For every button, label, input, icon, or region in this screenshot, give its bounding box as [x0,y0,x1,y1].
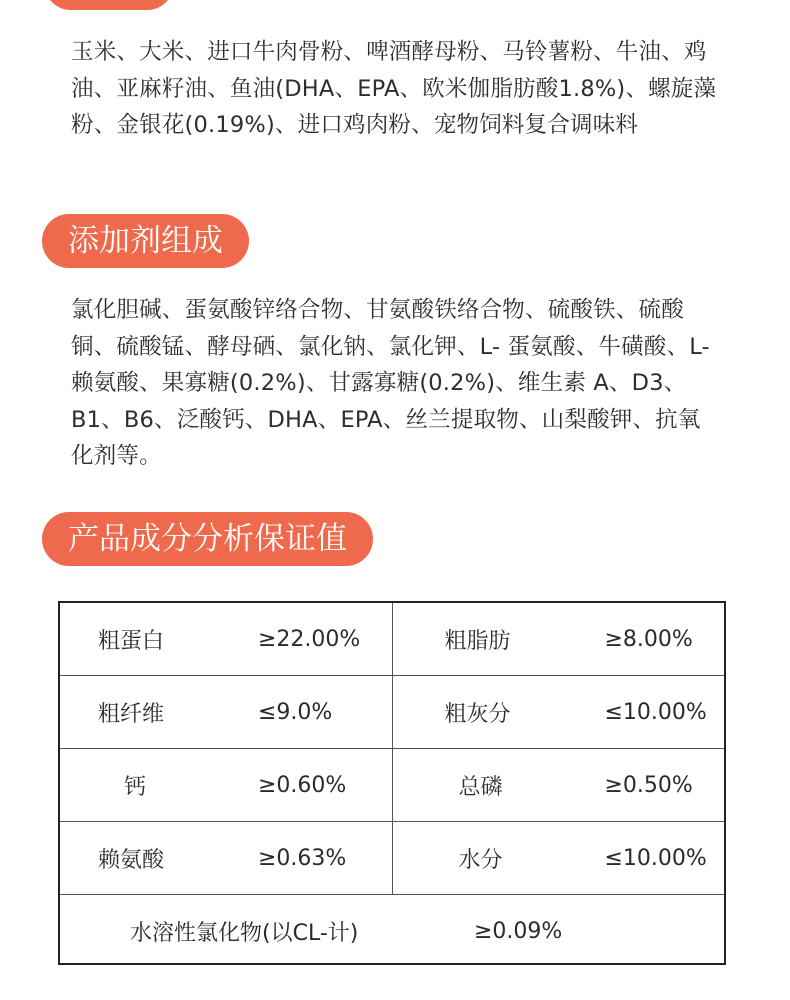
table-row [60,895,724,968]
additive-heading: 添加剂组成 [42,214,249,268]
analysis-table [58,601,726,965]
nutrient-name: 钙 [124,774,147,800]
nutrient-value: ≥22.00% [258,626,361,652]
nutrient-name: 水溶性氯化物(以CL-计) [130,920,359,946]
nutrient-value: ≥8.00% [604,626,693,652]
nutrient-name: 总磷 [458,774,503,800]
ingredients-text: 玉米、大米、进口牛肉骨粉、啤酒酵母粉、马铃薯粉、牛油、鸡油、亚麻籽油、鱼油(DHA、EPA、欧米伽脂肪酸1.8%)、螺旋藻粉、金银花(0.19%)、进口鸡肉粉、宠物饲料复合调味料 [71,39,717,138]
nutrient-value: ≥0.60% [258,772,347,798]
nutrient-name: 水分 [458,847,503,873]
nutrient-name: 赖氨酸 [98,847,165,873]
nutrient-value: ≥0.50% [604,772,693,798]
section-heading-ingredients-pill [44,0,174,10]
nutrient-name: 粗蛋白 [98,628,165,654]
nutrient-value: ≥0.63% [258,845,347,871]
nutrient-value: ≤10.00% [604,699,707,725]
nutrient-name: 粗纤维 [98,701,165,727]
table-row [60,603,724,676]
table-row [60,676,724,749]
analysis-heading: 产品成分分析保证值 [42,512,373,566]
table-row [60,749,724,822]
nutrient-name: 粗脂肪 [444,628,511,654]
nutrient-value: ≥0.09% [474,918,563,944]
nutrient-name: 粗灰分 [444,701,511,727]
nutrient-value: ≤9.0% [258,699,333,725]
nutrient-value: ≤10.00% [604,845,707,871]
table-row [60,822,724,895]
additives-text: 氯化胆碱、蛋氨酸锌络合物、甘氨酸铁络合物、硫酸铁、硫酸铜、硫酸锰、酵母硒、氯化钠、氯化钾、L- 蛋氨酸、牛磺酸、L- 赖氨酸、果寡糖(0.2%)、甘露寡糖(0.2%)、维生素 A、D3、B1、B6、泛酸钙、DHA、EPA、丝兰提取物、山梨酸钾、抗氧化剂等。 [71,297,710,469]
